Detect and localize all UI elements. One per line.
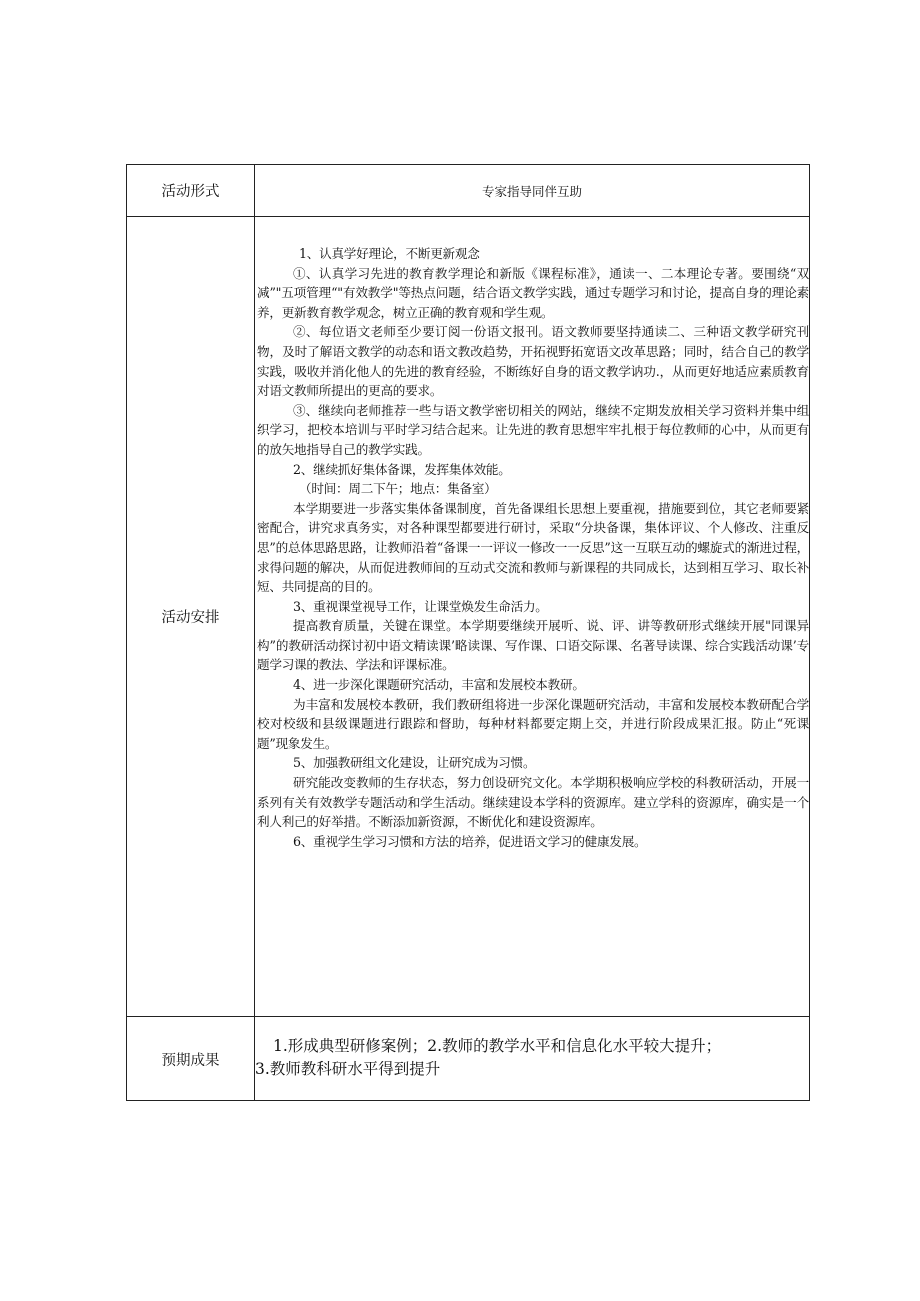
form-label: 活动形式 (161, 184, 220, 200)
activity-table (126, 164, 810, 1101)
heading-2: 2、继续抓好集体备课，发挥集体效能。 (293, 461, 511, 477)
heading-3: 3、重视课堂视导工作，让课堂焕发生命活力。 (293, 598, 548, 614)
heading-6: 6、重视学生学习习惯和方法的培养，促进语文学习的健康发展。 (293, 833, 647, 849)
result-line: 1.形成典型研修案例；2.教师的教学水平和信息化水平较大提升； (273, 1037, 722, 1055)
form-value: 专家指导同伴互助 (481, 183, 582, 199)
result-line: 3.教师教科研水平得到提升 (255, 1060, 441, 1078)
time-location: （时间：周二下午；地点：集备室） (299, 481, 497, 497)
results-cell (255, 1017, 809, 1102)
paragraph: ①、认真学习先进的教育教学理论和新版《课程标准》，通读一、二本理论专著。要围绕“双减”"五项管理“"有效教学"等热点问题，结合语文教学实践，通过专题学习和讨论，提高自身的理论素养，更新教育教学观念，树立正确的教育观和学生观。 (257, 265, 809, 320)
heading-1: 1、认真学好理论，不断更新观念 (299, 246, 480, 261)
arrangement-label: 活动安排 (161, 610, 220, 626)
paragraph: 研究能改变教师的生存状态，努力创设研究文化。本学期积极响应学校的科教研活动，开展一系列有关有效教学专题活动和学生活动。继续建设本学科的资源库。建立学科的资源库，确实是一个利人利己的好举措。不断添加新资源，不断优化和建设资源库。 (257, 775, 809, 830)
heading-5: 5、加强教研组文化建设，让研究成为习惯。 (293, 755, 536, 771)
form-cell (255, 165, 809, 216)
paragraph: ②、每位语文老师至少要订阅一份语文报刊。语文教师要坚持通读二、三种语文教学研究刊物，及时了解语文教学的动态和语文教改趋势，开拓视野拓宽语文改革思路；同时，结合自己的教学实践，吸收并消化他人的先进的教育经验，不断练好自身的语文教学讷功.，从而更好地适应素质教育对语文教师所提出的更高的要求。 (257, 324, 809, 399)
paragraph: 为丰富和发展校本教研，我们教研组将进一步深化课题研究活动，丰富和发展校本教研配合学校对校级和县级课题进行跟踪和督助，每种材料都要定期上交，并进行阶段成果汇报。防止“死课题”现象发生。 (257, 696, 809, 751)
arrangement-cell (255, 217, 809, 1016)
results-label: 预期成果 (161, 1053, 220, 1069)
paragraph: ③、继续向老师推荐一些与语文教学密切相关的网站，继续不定期发放相关学习资料并集中组织学习，把校本培训与平时学习结合起来。让先进的教育思想牢牢扎根于每位教师的心中，从而更有的放矢地指导自己的教学实践。 (257, 402, 809, 457)
heading-4: 4、进一步深化课题研究活动，丰富和发展校本教研。 (293, 677, 585, 693)
paragraph: 本学期要进一步落实集体备课制度，首先备课组长思想上要重视，措施要到位，其它老师要紧密配合，讲究求真务实，对各种课型都要进行研讨，采取“分块备课，集体评议、个人修改、注重反思”的总体思路思路，让教师沿着“备课一一评议一修改一一反思”这一互联互动的螺旋式的渐进过程，求得问题的解决，从而促进教师间的互动式交流和教师与新课程的共同成长，达到相互学习、取长补短、共同提高的目的。 (257, 500, 809, 595)
paragraph: 提高教育质量，关键在课堂。本学期要继续开展听、说、评、讲等教研形式继续开展"同课异构”的教研活动探讨初中语文精读课’略读课、写作课、口语交际课、名著导读课、综合实践活动课’专题学习课的教法、学法和评课标准。 (257, 618, 809, 673)
